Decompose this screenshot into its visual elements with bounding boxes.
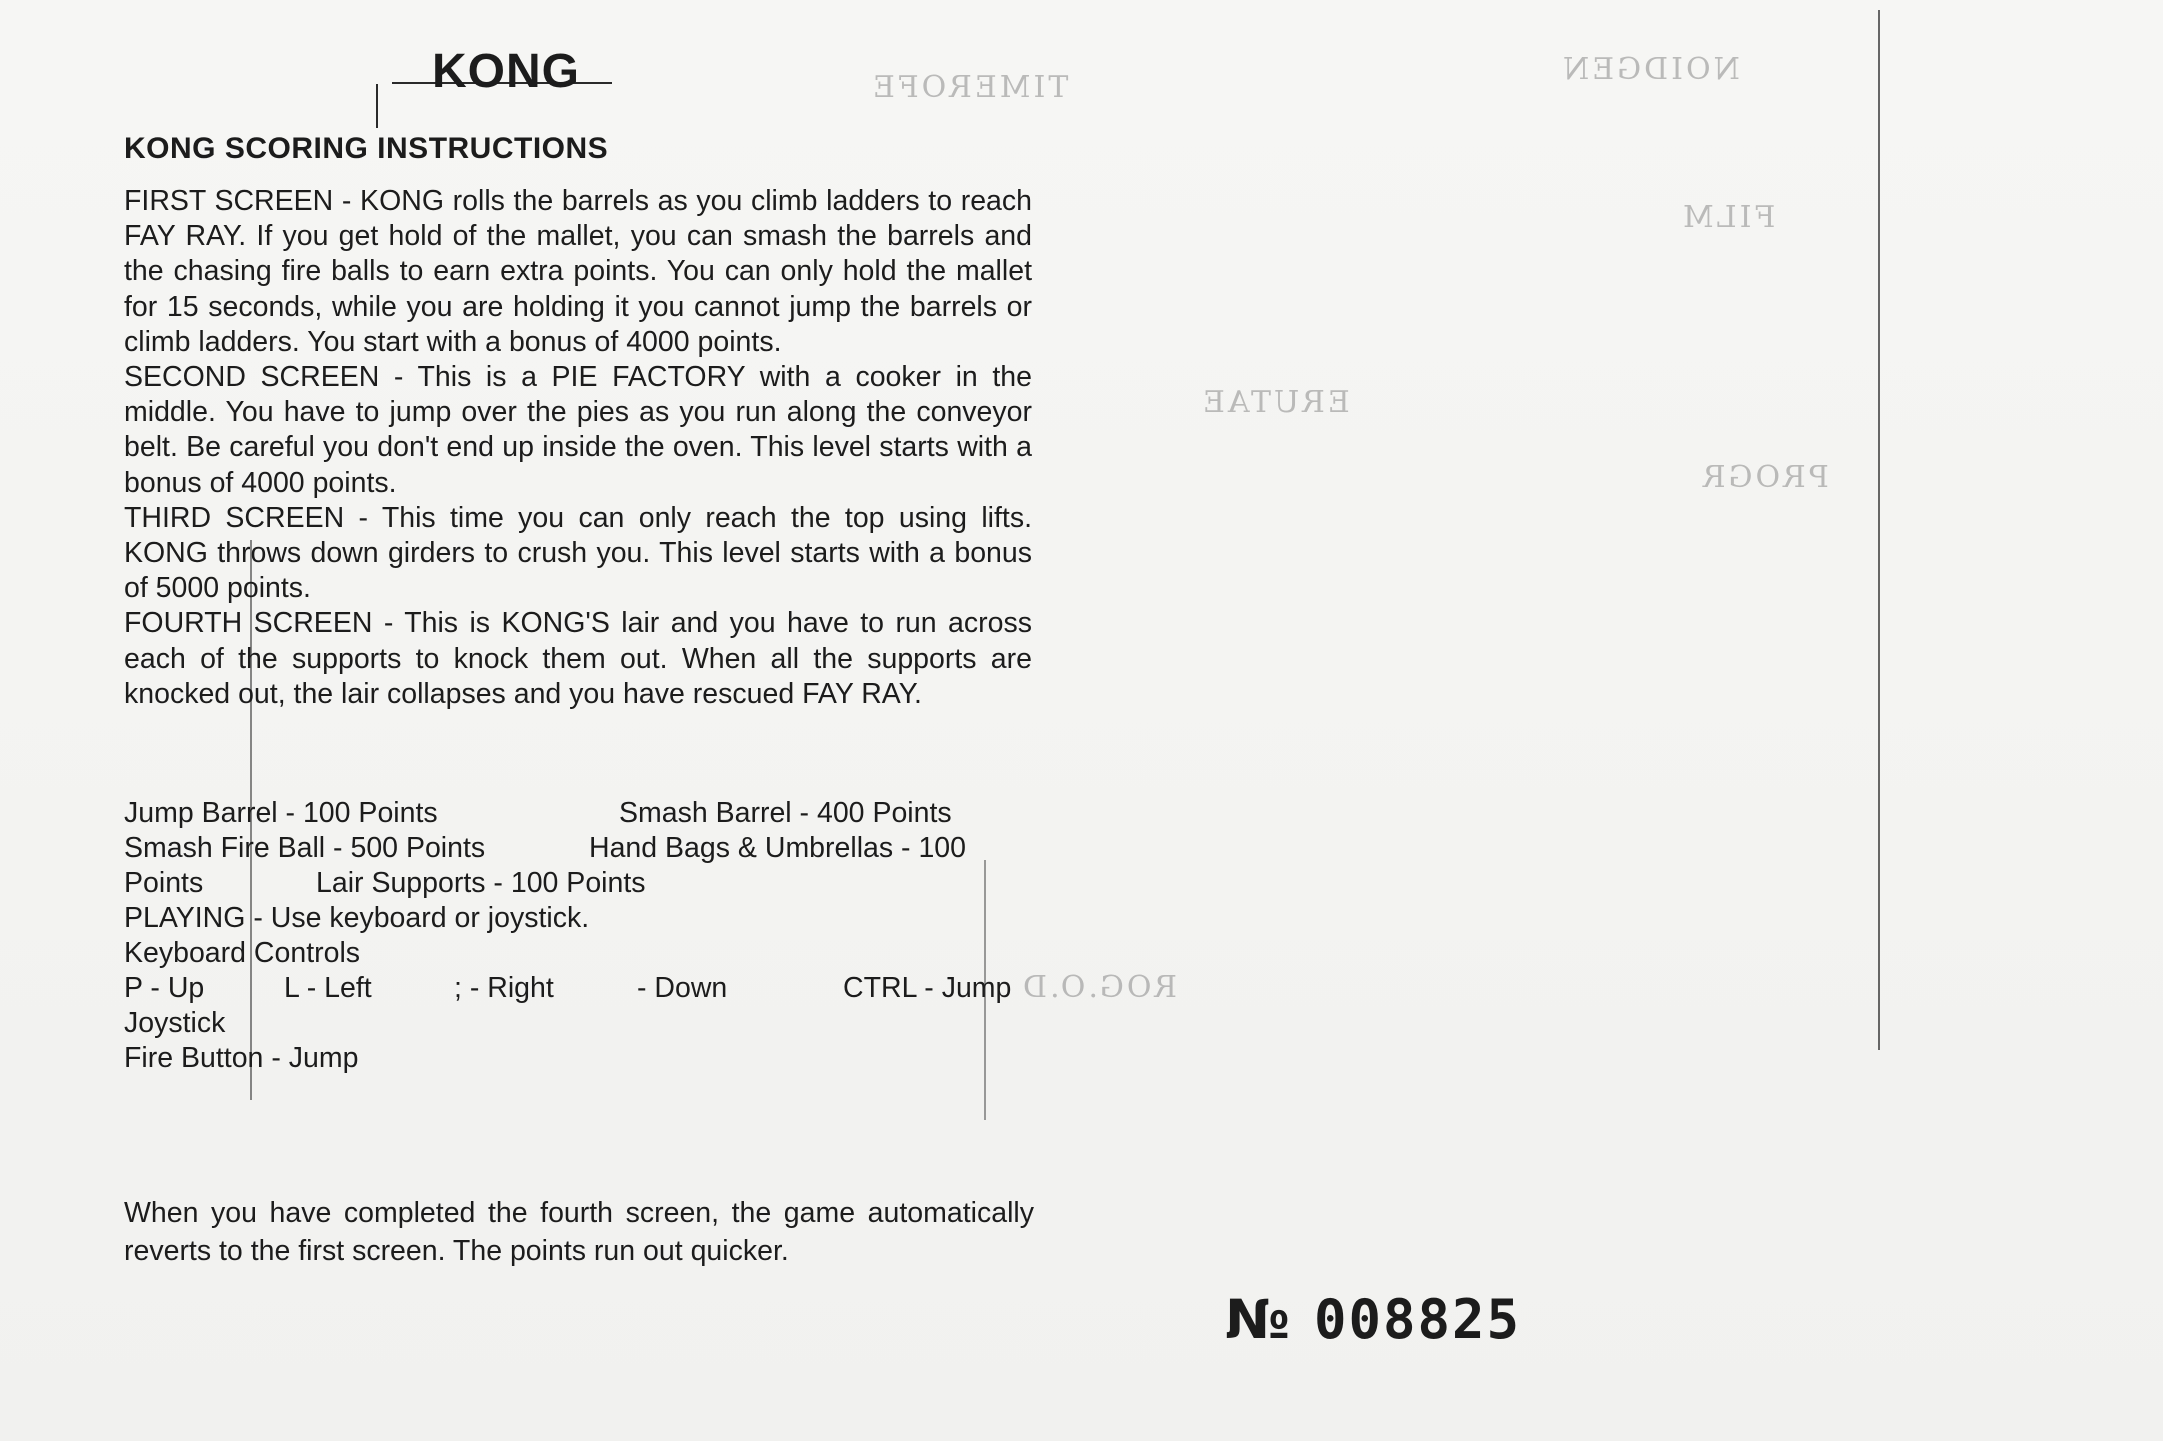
smash-barrel-score: Smash Barrel - 400 Points (619, 797, 952, 829)
third-screen-paragraph: THIRD SCREEN - This time you can only reach the top using lifts. KONG throws down girders to crush you. This level starts with a bonus of 5000 points. (124, 501, 1032, 605)
second-screen-paragraph: SECOND SCREEN - This is a PIE FACTORY with a cooker in the middle. You have to jump over the pies as you run along the conveyor belt. Be careful you don't end up inside the oven. This level starts with a bonus of 4000 points. (124, 361, 1032, 499)
section-heading: KONG SCORING INSTRUCTIONS (124, 132, 609, 165)
joystick-heading: Joystick (124, 1007, 226, 1039)
scoring-row (124, 866, 1044, 901)
joystick-line (124, 1006, 1044, 1041)
jump-barrel-score: Jump Barrel - 100 Points (124, 797, 438, 829)
lair-supports-score: Lair Supports - 100 Points (316, 867, 646, 899)
rule-mark (1878, 10, 1880, 1050)
key-up: P - Up (124, 972, 205, 1004)
fire-button-line (124, 1041, 1044, 1076)
key-right: ; - Right (454, 972, 554, 1004)
keyboard-heading-line (124, 936, 1044, 971)
closing-paragraph: When you have completed the fourth screen, the game automatically reverts to the first screen. The points run out quicker. (124, 1196, 1034, 1267)
scoring-row (124, 796, 1044, 831)
hand-bags-score: Hand Bags & Umbrellas - 100 (589, 832, 967, 864)
scoring-row (124, 831, 1044, 866)
key-jump: CTRL - Jump (843, 972, 1012, 1004)
points-word: Points (124, 867, 204, 899)
show-through-print: FILM (1680, 200, 1776, 235)
number-sign: № (1225, 1288, 1292, 1351)
rule-mark (376, 84, 378, 128)
first-screen-paragraph: FIRST SCREEN - KONG rolls the barrels as you climb ladders to reach FAY RAY. If you get hold of the mallet, you can smash the barrels and the chasing fire balls to earn extra points. You can only hold the mallet for 15 seconds, while you are holding it you cannot jump the barrels or climb ladders. You start with a bonus of 4000 points. (124, 185, 1032, 358)
smash-fire-ball-score: Smash Fire Ball - 500 Points (124, 832, 486, 864)
serial-value: 008825 (1313, 1288, 1522, 1351)
show-through-print: TIMEROFE (870, 70, 1069, 105)
serial-number (1225, 1288, 1521, 1351)
fourth-screen-paragraph: FOURTH SCREEN - This is KONG'S lair and you have to run across each of the supports to knock them out. When all the supports are knocked out, the lair collapses and you have rescued FAY RAY. (124, 607, 1032, 710)
show-through-print: ROG.O.D (1020, 970, 1178, 1005)
show-through-print: NOIDGEN (1560, 52, 1740, 87)
keyboard-keys-row (124, 971, 1044, 1006)
scoring-and-controls (124, 796, 1044, 1076)
key-down: - Down (637, 972, 728, 1004)
keyboard-heading: Keyboard Controls (124, 937, 361, 969)
playing-line (124, 901, 1044, 936)
instructions-text (124, 184, 1032, 712)
show-through-print: ERUTAE (1200, 385, 1350, 420)
show-through-print: PROGR (1700, 460, 1829, 495)
playing-text: PLAYING - Use keyboard or joystick. (124, 902, 590, 934)
page-title: KONG (432, 45, 580, 98)
fire-button-text: Fire Button - Jump (124, 1042, 359, 1074)
key-left: L - Left (284, 972, 372, 1004)
